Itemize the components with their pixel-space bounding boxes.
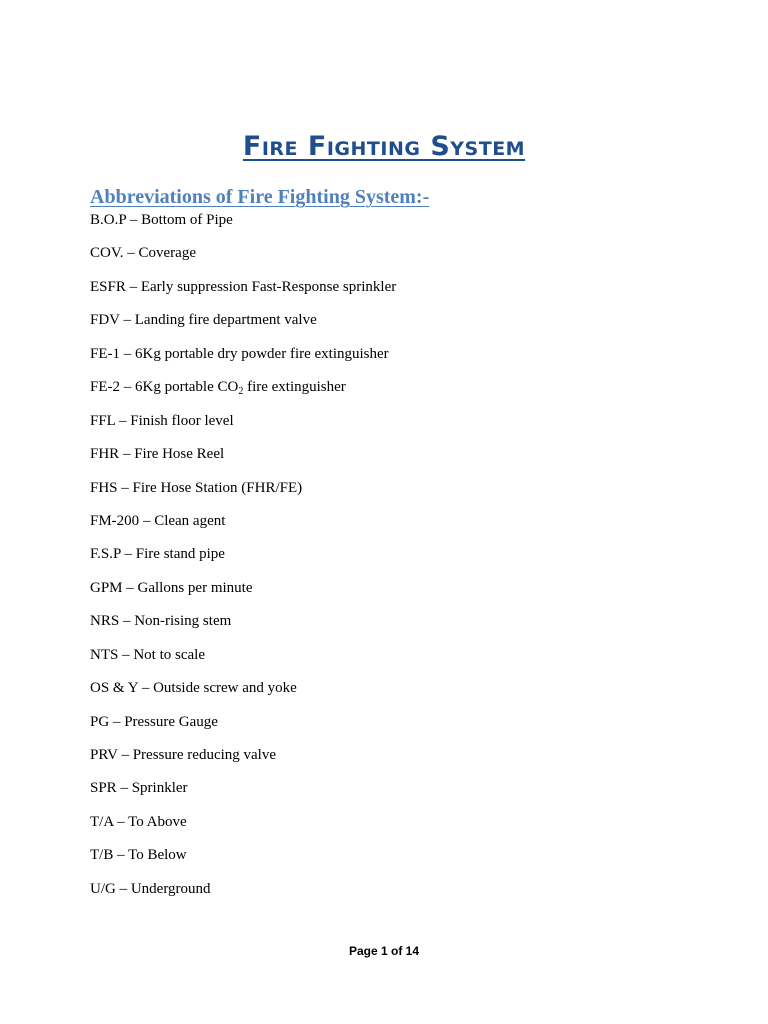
abbreviation-term: OS & Y	[90, 680, 139, 697]
abbreviation-definition: Landing fire department valve	[134, 312, 317, 329]
abbreviation-separator: –	[119, 312, 135, 329]
abbreviation-definition-subscript: 2	[238, 386, 244, 398]
abbreviation-separator: –	[119, 613, 135, 630]
footer-current-page: 1	[380, 944, 388, 958]
abbreviation-item	[90, 344, 396, 377]
abbreviation-term: FE-2	[90, 379, 120, 396]
abbreviation-term: PRV	[90, 747, 118, 763]
abbreviation-separator: –	[118, 646, 134, 663]
abbreviation-separator: –	[117, 479, 133, 496]
abbreviation-item	[90, 511, 396, 544]
footer-of-word: of	[387, 944, 406, 958]
document-title	[0, 128, 768, 166]
abbreviation-item	[90, 310, 396, 343]
abbreviation-separator: –	[113, 813, 129, 830]
abbreviation-item	[90, 745, 396, 778]
abbreviation-separator: –	[113, 847, 129, 864]
abbreviation-definition: Not to scale	[133, 646, 205, 663]
abbreviation-definition: Bottom of Pipe	[141, 212, 233, 228]
abbreviation-item	[90, 678, 396, 711]
abbreviation-separator: –	[116, 780, 132, 797]
abbreviation-item	[90, 778, 396, 811]
abbreviation-item	[90, 611, 396, 644]
abbreviation-term: PG	[90, 713, 110, 730]
abbreviation-separator: –	[117, 747, 133, 763]
abbreviation-item	[90, 645, 396, 678]
abbreviation-term: FHR	[90, 446, 120, 463]
abbreviation-definition: Sprinkler	[131, 780, 188, 797]
abbreviation-separator: –	[126, 212, 142, 228]
page-footer	[0, 942, 768, 960]
abbreviation-item	[90, 712, 396, 745]
abbreviation-item	[90, 845, 396, 878]
abbreviation-item	[90, 544, 396, 577]
abbreviation-term: F.S.P	[90, 546, 121, 563]
abbreviation-item	[90, 444, 396, 477]
abbreviation-separator: –	[138, 680, 154, 697]
footer-total-pages: 14	[405, 944, 420, 958]
abbreviation-definition: Pressure reducing valve	[132, 747, 277, 763]
abbreviation-definition: Fire Hose Reel	[134, 446, 225, 463]
abbreviation-item	[90, 578, 396, 611]
abbreviation-separator: –	[120, 379, 135, 396]
abbreviation-term: COV.	[90, 245, 124, 262]
abbreviation-term: GPM	[90, 579, 123, 596]
abbreviation-item	[90, 243, 396, 276]
abbreviation-term: SPR	[90, 780, 117, 797]
section-heading: Abbreviations of Fire Fighting System:-	[90, 186, 430, 208]
abbreviation-item	[90, 377, 396, 410]
abbreviation-separator: –	[120, 345, 135, 362]
abbreviation-separator: –	[115, 412, 131, 429]
abbreviation-term: NTS	[90, 646, 119, 663]
abbreviation-separator: –	[122, 579, 138, 596]
abbreviation-list	[90, 210, 396, 912]
abbreviation-definition: Underground	[130, 880, 211, 897]
abbreviation-definition: Fire Hose Station (FHR/FE)	[132, 479, 303, 496]
abbreviation-item	[90, 478, 396, 511]
document-title-text: Fire Fighting System	[242, 131, 526, 162]
abbreviation-item	[90, 879, 396, 912]
abbreviation-separator: –	[125, 278, 141, 295]
abbreviation-term: FDV	[90, 312, 120, 329]
abbreviation-term: FHS	[90, 479, 118, 496]
abbreviation-item	[90, 277, 396, 310]
abbreviation-separator: –	[119, 446, 135, 463]
abbreviation-definition: Gallons per minute	[137, 579, 253, 596]
abbreviation-definition: Coverage	[138, 245, 196, 262]
abbreviation-term: T/A	[90, 813, 114, 830]
abbreviation-separator: –	[120, 546, 136, 563]
abbreviation-term: FE-1	[90, 345, 120, 362]
abbreviation-definition: To Above	[128, 813, 187, 830]
abbreviation-item	[90, 210, 396, 243]
abbreviation-term: U/G	[90, 880, 116, 897]
abbreviation-item	[90, 411, 396, 444]
abbreviation-definition: 6Kg portable dry powder fire extinguisher	[135, 345, 389, 362]
abbreviation-definition: Early suppression Fast-Response sprinkler	[140, 278, 397, 295]
abbreviation-definition-suffix: fire extinguisher	[243, 379, 346, 396]
abbreviation-definition: Clean agent	[154, 512, 226, 529]
abbreviation-definition: To Below	[128, 847, 187, 864]
abbreviation-term: FM-200	[90, 512, 140, 529]
footer-prefix: Page	[348, 944, 381, 958]
abbreviation-separator: –	[139, 512, 155, 529]
abbreviation-separator: –	[109, 713, 125, 730]
abbreviation-definition: Finish floor level	[130, 412, 234, 429]
abbreviation-definition: Outside screw and yoke	[153, 680, 297, 697]
abbreviation-separator: –	[123, 245, 139, 262]
abbreviation-term: B.O.P	[90, 212, 127, 228]
abbreviation-definition: 6Kg portable CO	[135, 379, 239, 396]
abbreviation-separator: –	[115, 880, 131, 897]
abbreviation-item	[90, 812, 396, 845]
abbreviation-definition: Non-rising stem	[134, 613, 232, 630]
abbreviation-term: T/B	[90, 847, 114, 864]
abbreviation-term: FFL	[90, 412, 116, 429]
abbreviation-definition: Fire stand pipe	[135, 546, 225, 563]
abbreviation-term: NRS	[90, 613, 120, 630]
abbreviation-term: ESFR	[90, 278, 126, 295]
abbreviation-definition: Pressure Gauge	[124, 713, 218, 730]
